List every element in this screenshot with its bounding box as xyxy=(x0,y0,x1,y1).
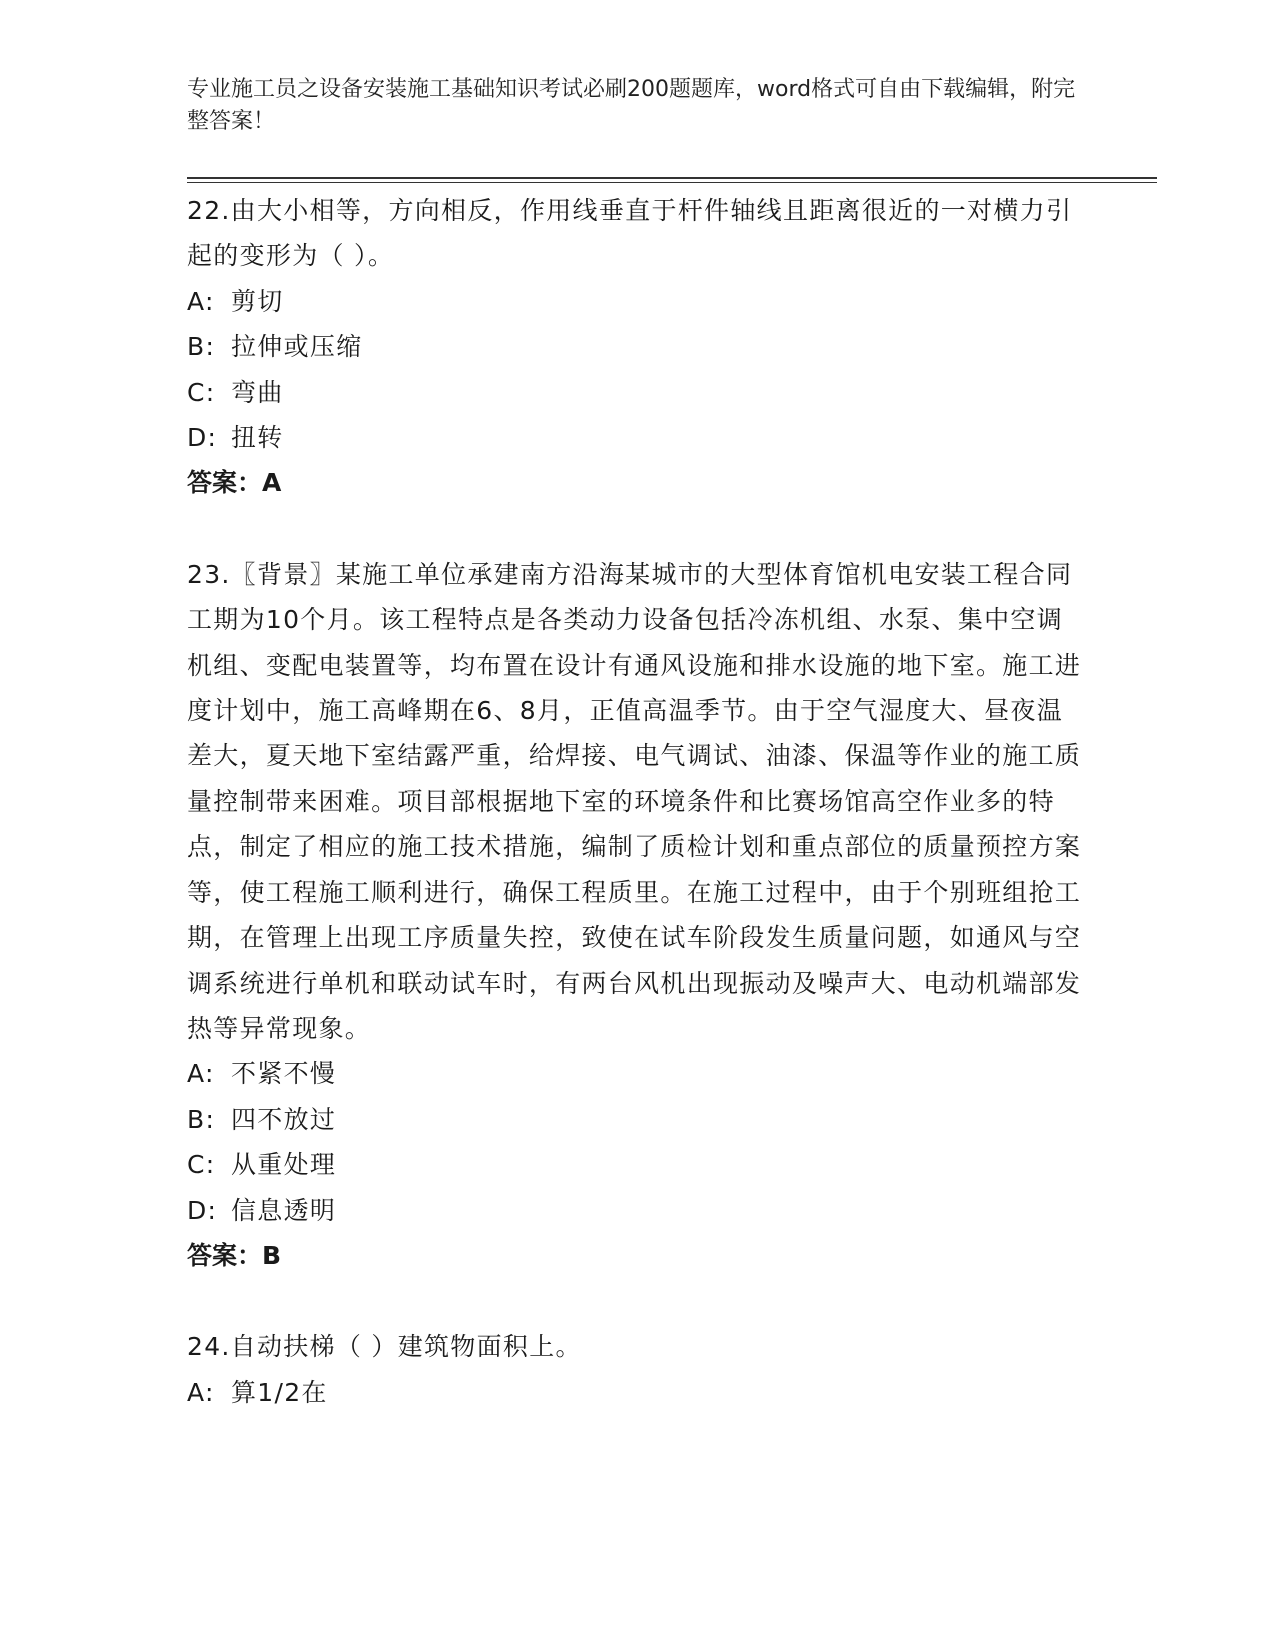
option-letter: C: xyxy=(187,377,216,407)
option-letter: A: xyxy=(187,1059,215,1089)
answer-line: 答案：B xyxy=(187,1240,282,1270)
option-letter: B: xyxy=(187,1104,216,1134)
question-stem: 22.由大小相等，方向相反，作用线垂直于杆件轴线且距离很近的一对横力引起的变形为（ ）。 xyxy=(187,196,1073,271)
question-22 xyxy=(187,188,1087,506)
question-stem: 23.〖背景〗某施工单位承建南方沿海某城市的大型体育馆机电安装工程合同工期为10个月。该工程特点是各类动力设备包括冷冻机组、水泵、集中空调机组、变配电装置等，均布置在设计有通风设施和排水设施的地下室。施工进度计划中，施工高峰期在6、8月，正值高温季节。由于空气湿度大、昼夜温差大，夏天地下室结露严重，给焊接、电气调试、油漆、保温等作业的施工质量控制带来困难。项目部根据地下室的环境条件和比赛场馆高空作业多的特点，制定了相应的施工技术措施，编制了质检计划和重点部位的质量预控方案等，使工程施工顺利进行，确保工程质里。在施工过程中，由于个别班组抢工期，在管理上出现工序质量失控，致使在试车阶段发生质量问题，如通风与空调系统进行单机和联动试车时，有两台风机出现振动及噪声大、电动机端部发热等异常现象。 xyxy=(187,559,1082,1043)
option-text: 信息透明 xyxy=(231,1195,337,1225)
option-text: 四不放过 xyxy=(231,1104,337,1134)
option-c xyxy=(187,370,1087,415)
header-divider-thick xyxy=(187,177,1157,179)
option-letter: B: xyxy=(187,332,216,362)
option-text: 拉伸或压缩 xyxy=(231,332,363,362)
question-spacer xyxy=(187,506,1087,552)
option-d xyxy=(187,1188,1087,1233)
option-letter: D: xyxy=(187,423,218,453)
option-letter: C: xyxy=(187,1150,216,1180)
question-23 xyxy=(187,552,1087,1279)
option-text: 算1/2在 xyxy=(231,1377,328,1407)
option-b xyxy=(187,1097,1087,1142)
answer-line: 答案：A xyxy=(187,468,282,498)
option-text: 弯曲 xyxy=(231,377,284,407)
question-list xyxy=(187,188,1087,1415)
page-header: 专业施工员之设备安装施工基础知识考试必刷200题题库，word格式可自由下载编辑，附完整答案！ xyxy=(187,77,1076,134)
option-text: 不紧不慢 xyxy=(231,1059,337,1089)
option-text: 剪切 xyxy=(231,286,284,316)
question-spacer xyxy=(187,1278,1087,1324)
option-letter: A: xyxy=(187,1377,215,1407)
option-a xyxy=(187,1051,1087,1096)
option-letter: D: xyxy=(187,1195,218,1225)
option-d xyxy=(187,415,1087,460)
option-a xyxy=(187,279,1087,324)
question-24 xyxy=(187,1324,1087,1415)
header-divider-thin xyxy=(187,182,1157,183)
question-stem: 24.自动扶梯（ ）建筑物面积上。 xyxy=(187,1332,582,1362)
option-a xyxy=(187,1370,1087,1415)
option-b xyxy=(187,324,1087,369)
option-text: 扭转 xyxy=(231,423,284,453)
option-letter: A: xyxy=(187,286,215,316)
option-c xyxy=(187,1142,1087,1187)
option-text: 从重处理 xyxy=(231,1150,337,1180)
